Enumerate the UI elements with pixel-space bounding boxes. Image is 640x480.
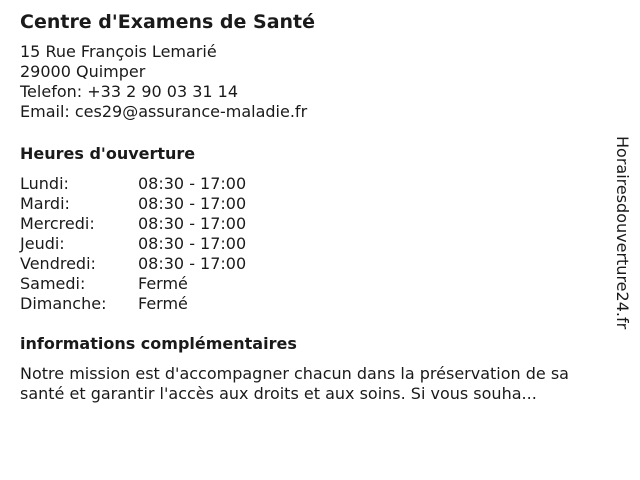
hours-value: Fermé — [138, 294, 188, 313]
hours-value: 08:30 - 17:00 — [138, 214, 247, 233]
hours-value: 08:30 - 17:00 — [138, 194, 247, 213]
opening-hours-list — [20, 174, 620, 314]
hours-row-monday — [20, 174, 620, 194]
business-card — [20, 10, 620, 404]
day-label: Jeudi: — [20, 234, 65, 253]
hours-value: 08:30 - 17:00 — [138, 234, 247, 253]
hours-row-sunday — [20, 294, 620, 314]
contact-info — [20, 42, 620, 122]
address-line-1: 15 Rue François Lemarié — [20, 42, 217, 61]
email-line: Email: ces29@assurance-maladie.fr — [20, 102, 308, 121]
day-label: Lundi: — [20, 174, 69, 193]
phone-line: Telefon: +33 2 90 03 31 14 — [20, 82, 239, 101]
day-label: Mardi: — [20, 194, 70, 213]
hours-value: 08:30 - 17:00 — [138, 174, 247, 193]
hours-row-tuesday — [20, 194, 620, 214]
hours-value: 08:30 - 17:00 — [138, 254, 247, 273]
additional-info-text: Notre mission est d'accompagner chacun dans la préservation de sa santé et garantir l'accès aux droits et aux soins. Si vous souha... — [20, 364, 569, 403]
address-line-2: 29000 Quimper — [20, 62, 146, 81]
additional-info-heading: informations complémentaires — [20, 334, 297, 353]
hours-row-saturday — [20, 274, 620, 294]
opening-hours-heading: Heures d'ouverture — [20, 144, 196, 163]
hours-value: Fermé — [138, 274, 188, 293]
hours-row-thursday — [20, 234, 620, 254]
page-title: Centre d'Examens de Santé — [20, 11, 316, 33]
hours-row-friday — [20, 254, 620, 274]
day-label: Samedi: — [20, 274, 86, 293]
day-label: Vendredi: — [20, 254, 96, 273]
day-label: Dimanche: — [20, 294, 107, 313]
day-label: Mercredi: — [20, 214, 95, 233]
site-watermark: Horairesdouverture24.fr — [613, 136, 632, 330]
hours-row-wednesday — [20, 214, 620, 234]
